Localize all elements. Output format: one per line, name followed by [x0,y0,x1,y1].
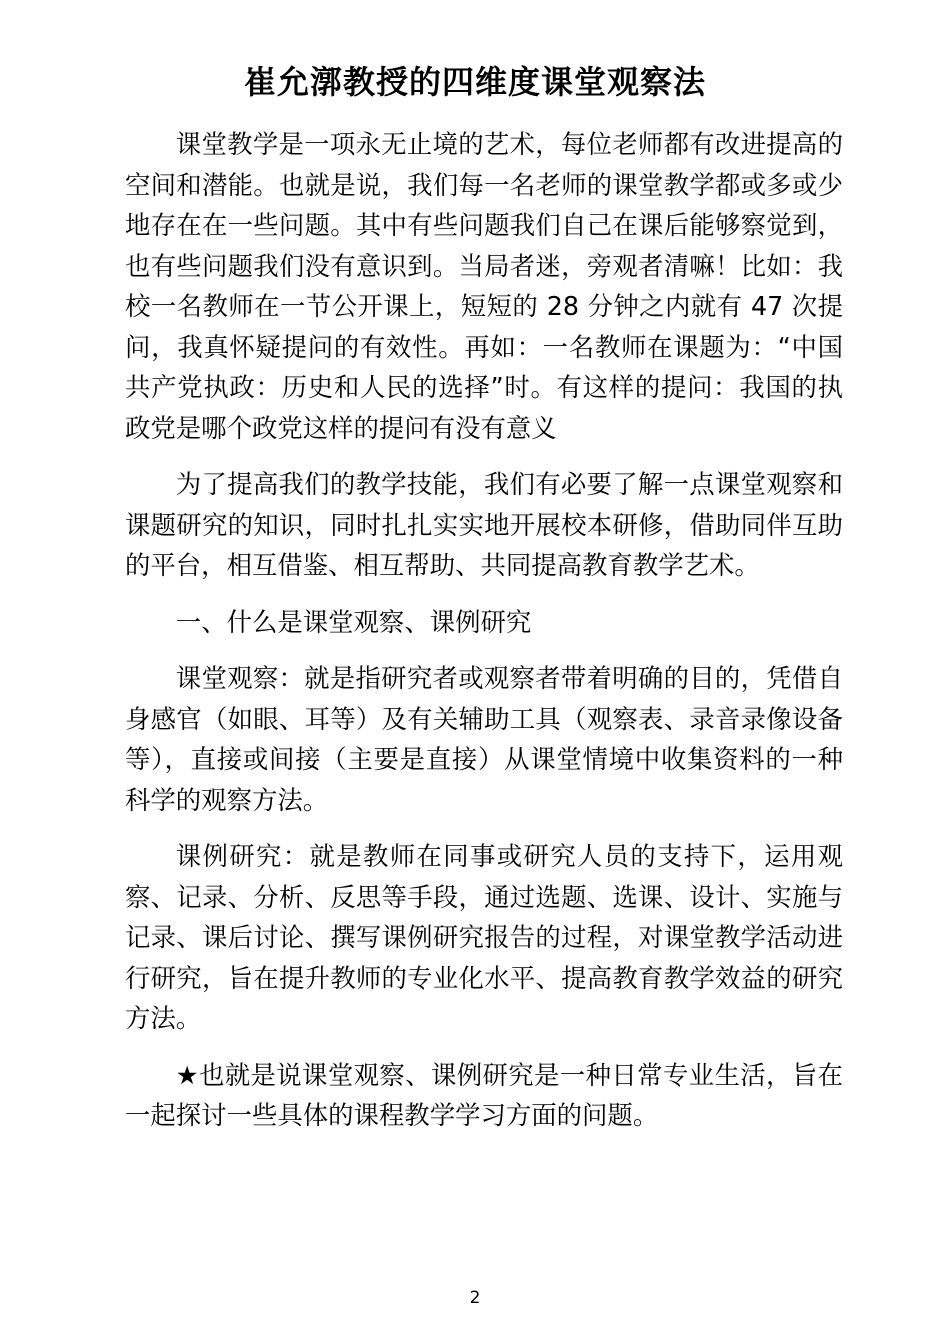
page-number: 2 [469,1288,481,1308]
intro-paragraph-2: 为了提高我们的教学技能，我们有必要了解一点课堂观察和课题研究的知识，同时扎扎实实地开展校本研修，借助同伴互助的平台，相互借鉴、相互帮助、共同提高教育教学艺术。 [125,469,843,580]
summary-star-paragraph: ★也就是说课堂观察、课例研究是一种日常专业生活，旨在一起探讨一些具体的课程教学学习方面的问题。 [125,1059,843,1130]
document-body [125,124,843,1152]
section-heading: 一、什么是课堂观察、课例研究 [175,606,532,637]
document-title: 崔允漷教授的四维度课堂观察法 [243,63,706,101]
classroom-observation-definition: 课堂观察：就是指研究者或观察者带着明确的目的，凭借自身感官（如眼、耳等）及有关辅助工具（观察表、录音录像设备等），直接或间接（主要是直接）从课堂情境中收集资料的一种科学的观察方法。 [125,663,843,815]
lesson-study-definition: 课例研究：就是教师在同事或研究人员的支持下，运用观察、记录、分析、反思等手段，通过选题、选课、设计、实施与记录、课后讨论、撰写课例研究报告的过程，对课堂教学活动进行研究，旨在提升教师的专业化水平、提高教育教学效益的研究方法。 [125,841,843,1033]
intro-paragraph-1: 课堂教学是一项永无止境的艺术，每位老师都有改进提高的空间和潜能。也就是说，我们每一名老师的课堂教学都或多或少地存在在一些问题。其中有些问题我们自己在课后能够察觉到，也有些问题我们没有意识到。当局者迷，旁观者清嘛！比如：我校一名教师在一节公开课上，短短的 28 分钟之内就有 47 次提问，我真怀疑提问的有效性。再如：一名教师在课题为：“中国共产党执政：历史和人民的选择”时。有这样的提问：我国的执政党是哪个政党这样的提问有没有意义 [125,129,843,443]
